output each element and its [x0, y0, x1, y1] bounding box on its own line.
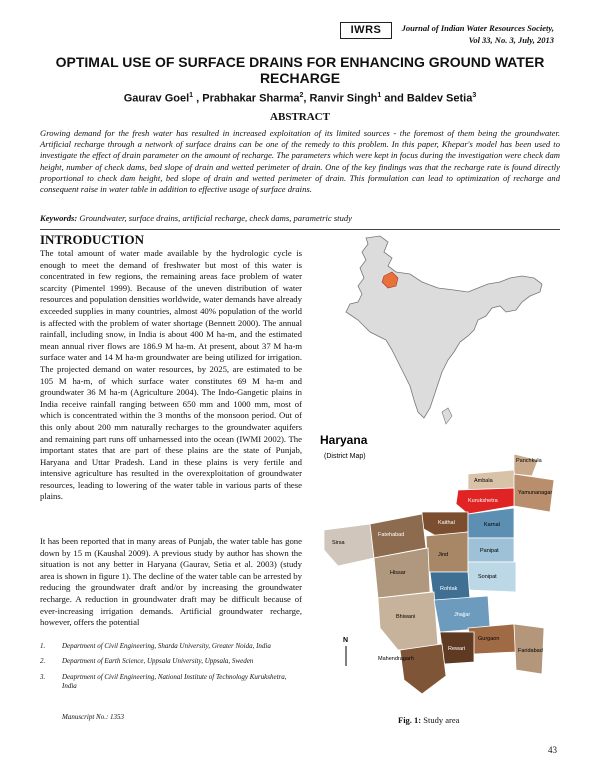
- district-bhiwani: [378, 592, 438, 650]
- caption-text: Study area: [421, 715, 460, 725]
- footnote: [40, 657, 302, 666]
- footnote-number: 2.: [40, 657, 46, 666]
- district-label: Panipat: [480, 548, 499, 554]
- introduction-paragraph-1: The total amount of water made available by the hydrologic cycle is enough to meet the demand of freshwater but most of this water is concentrated in few regions, the remaining areas face problem of water scarcity (Pimentel 1999). Because of the uneven distribution of water resources and population densities worldwide, water demands have already exceeded supplies in many countries, almost 40% population of the world is affected with the problem of water shortage (Bennett 2000). The annual rainfall, including snow, in India is about 400 M ha-m, and the estimated mean annual river flows are 186.9 M ha-m. At present, about 37 M ha-m surface water and 14 M ha-m groundwater are being utilized for irrigation. The projected demand on water resources, by 2025, are estimated to be 105 M ha-m, of which surface water constitutes 69 M ha-m and groundwater 36 M ha-m (Agriculture 2004). The Indo-Gangetic plains in India receive rainfall ranging between 650 mm and 1000 mm, most of which is concentrated within the 3 months of the monsoon period. Out of this only about 200 mm naturally recharges to the groundwater aquifers and remaining part runs off unharnessed into the ocean (IWMI 2002). The important states that are part of these plains are the state of Punjab, Haryana and Uttar Pradesh. Land in these plains is very fertile and intensive agriculture has resulted in the overexploitation of groundwater resources, leading to lowering of the water table in various parts of these plains.: [40, 248, 302, 502]
- keywords: [40, 213, 560, 223]
- district-label: Karnal: [484, 522, 500, 528]
- author-separator: ,: [303, 92, 310, 105]
- district-mahendragarh: [400, 644, 446, 694]
- india-outline: [346, 236, 542, 418]
- section-divider: [40, 229, 560, 230]
- north-label: N: [343, 637, 349, 644]
- district-label: Ambala: [474, 478, 493, 484]
- keywords-text: Groundwater, surface drains, artificial recharge, check dams, parametric study: [77, 213, 352, 223]
- district-label: Fatehabad: [378, 532, 405, 538]
- district-label: Kaithal: [438, 520, 455, 526]
- footnote: [40, 673, 302, 692]
- district-label: Jhajjar: [454, 612, 471, 618]
- footnote-number: 1.: [40, 642, 46, 650]
- district-label: Rewari: [448, 646, 466, 652]
- author-name: Baldev Setia: [406, 92, 473, 105]
- title-line-1: OPTIMAL USE OF SURFACE DRAINS FOR ENHANCING GROUND WATER: [55, 54, 545, 70]
- author-affiliation: 2: [299, 92, 304, 99]
- sri-lanka: [442, 408, 452, 424]
- paper-title: [40, 54, 560, 86]
- author-affiliation: 1: [189, 92, 194, 99]
- district-label: Jind: [438, 552, 449, 558]
- author-name: Ranvir Singh: [309, 92, 378, 105]
- manuscript-number: Manuscript No.: 1353: [62, 713, 125, 721]
- district-label: Hissar: [390, 570, 406, 576]
- author-affiliation: 3: [472, 92, 477, 99]
- district-label: Rohtak: [440, 586, 458, 592]
- affiliation-footnotes: [40, 642, 302, 698]
- keywords-label: Keywords:: [40, 213, 78, 223]
- district-label: Panchkula: [516, 458, 542, 464]
- footnote: [40, 642, 302, 651]
- district-label: Sonipat: [478, 574, 497, 580]
- district-label: Yamunanagar: [518, 490, 553, 496]
- figure-label: Fig. 1:: [398, 715, 422, 725]
- map-subtitle: (District Map): [324, 453, 366, 460]
- introduction-heading: INTRODUCTION: [40, 232, 145, 247]
- district-label: Bhiwani: [396, 614, 416, 620]
- introduction-paragraph-2: It has been reported that in many areas of Punjab, the water table has gone down by 15 m (Kaushal 2009). A previous study by author has shown the situation is not any better in Haryana (Gaurav, Setia et al. 2003) (study area is shown in figure 1). The decline of the water table can be arrested by reducing the groundwater draft and/or by increasing the groundwater recharge. A reduction in groundwater draft may be difficult because of ever-increasing irrigation demands. Artificial groundwater recharge, however, offers the potential: [40, 536, 302, 628]
- haryana-district-map: [318, 432, 562, 706]
- journal-logo: IWRS: [340, 22, 392, 39]
- footnote-text: Department of Earth Science, Uppsala University, Uppsala, Sweden: [62, 657, 254, 666]
- journal-citation: [402, 22, 554, 46]
- abstract-text: Growing demand for the fresh water has resulted in increased exploitation of its limited sources - the foremost of them being the groundwater. Artificial recharge through a network of surface drains can be one of the remedy to this problem. In this paper, Khepar's model has been used to investigate the effect of drain parameter on the amount of recharge. The parameters which were kept in focus during the investigation were check dam height, number of check dams, bed slope of drain and wetted perimeter of drain. One of the key findings was that the recharge rate is found directly proportional to check dam height, bed slope of drain and wetted perimeter of drain. This formulation can lead to optimization of recharge and consequent raise in water table in addition to effective usage of surface drains.: [40, 128, 560, 195]
- journal-name: Journal of Indian Water Resources Society,: [401, 23, 554, 33]
- district-label: Kurukshetra: [468, 498, 498, 504]
- journal-volume: Vol 33, No. 3, July, 2013: [468, 35, 554, 45]
- figure-caption: [398, 715, 459, 725]
- footnote-number: 3.: [40, 672, 46, 681]
- author-affiliation: 1: [377, 92, 382, 99]
- author-list: [40, 92, 560, 105]
- district-label: Gurgaon: [478, 636, 500, 642]
- author-separator: ,: [193, 92, 203, 105]
- title-line-2: RECHARGE: [259, 70, 341, 86]
- india-map: [318, 232, 562, 430]
- page-number: 43: [548, 745, 557, 755]
- abstract-heading: ABSTRACT: [270, 111, 330, 123]
- district-label: Faridabad: [518, 648, 543, 654]
- district-label: Mahendragarh: [378, 656, 414, 662]
- district-label: Sirsa: [332, 540, 345, 546]
- author-name: Prabhakar Sharma: [202, 92, 300, 105]
- footnote-text: Deaprtment of Civil Engineering, National Institute of Technology Kurukshetra, India: [62, 672, 287, 691]
- author-separator: and: [381, 92, 407, 105]
- map-title: Haryana: [320, 433, 368, 447]
- footnote-text: Department of Civil Engineering, Sharda University, Greater Noida, India: [62, 642, 271, 650]
- author-name: Gaurav Goel: [123, 92, 190, 105]
